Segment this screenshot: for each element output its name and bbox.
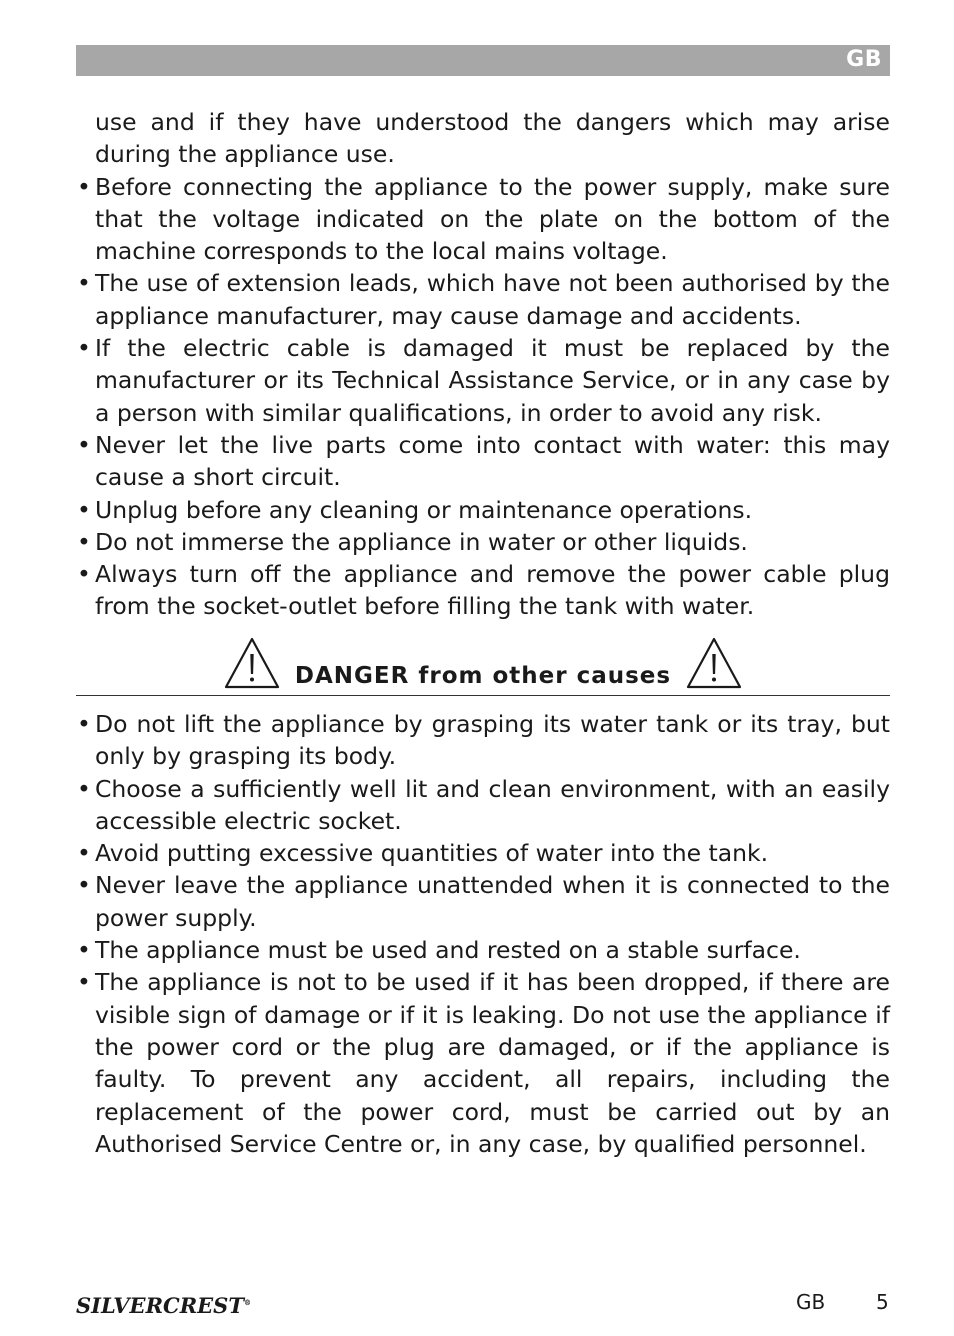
safety-list-electrical [76,106,890,623]
list-item: • If the electric cable is damaged it must be replaced by the manufacturer or its Technical Assistance Service, or in any case by a person with similar qualifications, in order to avoid any risk. [76,332,890,429]
list-item: • The appliance must be used and rested on a stable surface. [76,934,890,966]
list-item: • Never leave the appliance unattended when it is connected to the power supply. [76,869,890,934]
header-bar [76,45,890,76]
list-item: • Do not immerse the appliance in water or other liquids. [76,526,890,558]
list-item: • Avoid putting excessive quantities of water into the tank. [76,837,890,869]
header-language-label: GB [846,47,882,72]
page-number: 5 [876,1290,889,1314]
footer-language-label: GB [796,1290,826,1314]
safety-list-other [76,708,890,1160]
list-item: • Always turn off the appliance and remove the power cable plug from the socket-outlet before filling the tank with water. [76,558,890,623]
list-item: • The appliance is not to be used if it has been dropped, if there are visible sign of damage or if it is leaking. Do not use the appliance if the power cord or the plug are damaged, or if the appliance is faulty. To prevent any accident, all repairs, including the replacement of the power cord, must be carried out by an Authorised Service Centre or, in any case, by qualified personnel. [76,966,890,1160]
list-item: • The use of extension leads, which have not been authorised by the appliance manufacturer, may cause damage and accidents. [76,267,890,332]
danger-section-heading [76,632,890,696]
list-item: • Before connecting the appliance to the power supply, make sure that the voltage indicated on the plate on the bottom of the machine corresponds to the local mains voltage. [76,171,890,268]
brand-name: SILVERCREST [76,1293,244,1318]
list-item: • Do not lift the appliance by grasping its water tank or its tray, but only by grasping its body. [76,708,890,773]
registered-mark: ® [243,1298,251,1307]
list-item: • Never let the live parts come into contact with water: this may cause a short circuit. [76,429,890,494]
list-item: • Unplug before any cleaning or maintenance operations. [76,494,890,526]
list-item: • Choose a sufficiently well lit and clean environment, with an easily accessible electric socket. [76,773,890,838]
continued-paragraph: use and if they have understood the dangers which may arise during the appliance use. [95,108,890,169]
danger-title: DANGER from other causes [294,663,672,689]
warning-triangle-icon [685,636,743,690]
brand-logo [76,1293,251,1318]
warning-triangle-icon [223,636,281,690]
